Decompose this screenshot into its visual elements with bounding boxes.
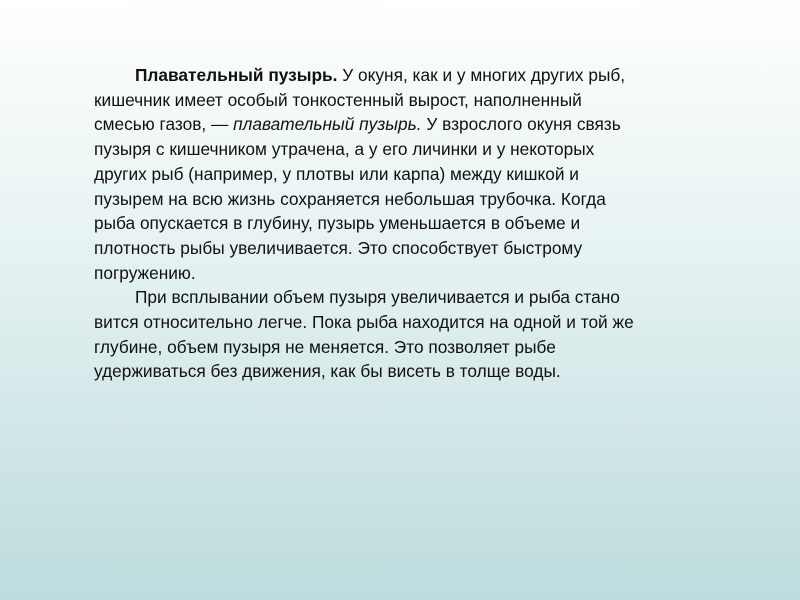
paragraph-2-line-1: При всплывании объем пузыря увеличивается и рыба стано [135,287,620,308]
term-swim-bladder-heading: Плавательный пузырь. [135,65,338,85]
paragraph-1-line-1 [94,63,724,88]
paragraph-1-line-3 [94,112,724,137]
paragraph-1-line-3-pre: смесью газов, — [94,114,234,135]
paragraph-1-line-7: рыба опускается в глубину, пузырь уменьшается в объеме и [94,213,581,234]
paragraph-1-line-9: погружению. [94,262,196,283]
paragraph-1-line-2: кишечник имеет особый тонкостенный вырост, наполненный [94,89,582,110]
paragraph-1-line-8: плотность рыбы увеличивается. Это способствует быстрому [94,237,583,258]
paragraph-1-line-4: пузыря с кишечником утрачена, а у его личинки и у некоторых [94,139,595,160]
text-block [94,63,724,384]
paragraph-1-line-6: пузырем на всю жизнь сохраняется небольшая трубочка. Когда [94,188,606,209]
paragraph-1-line-5: других рыб (например, у плотвы или карпа) между кишкой и [94,163,579,184]
paragraph-2-line-3: глубине, объем пузыря не меняется. Это позволяет рыбе [94,336,556,357]
term-swim-bladder-italic: плавательный пузырь. [233,114,422,135]
paragraph-2-line-4: удерживаться без движения, как бы висеть в толще воды. [94,361,561,382]
paragraph-1-line-3-post: У взрослого окуня связь [421,114,621,135]
paragraph-1-line-1-text: У окуня, как и у многих других рыб, [337,65,626,85]
paragraph-2-line-2: вится относительно легче. Пока рыба находится на одной и той же [94,312,634,333]
